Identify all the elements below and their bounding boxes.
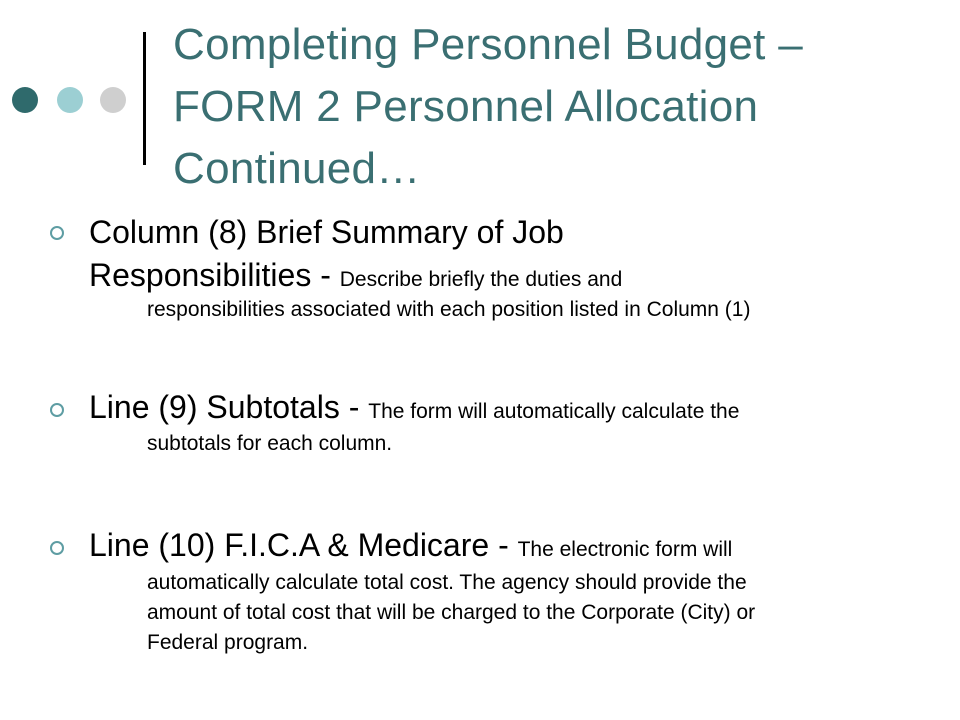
- bullet-detail: automatically calculate total cost. The agency should provide the: [147, 571, 747, 594]
- bullet-detail: subtotals for each column.: [147, 432, 393, 455]
- bullet-heading: Line (10) F.I.C.A & Medicare -: [89, 527, 518, 563]
- title-line-1: Completing Personnel Budget –: [173, 20, 803, 69]
- bullet-text: [89, 522, 939, 658]
- dot-dark: [12, 87, 38, 113]
- bullet-text: [89, 384, 939, 462]
- bullet-line-2: [89, 255, 939, 295]
- bullet-detail: Federal program.: [147, 631, 309, 654]
- dot-light: [100, 87, 126, 113]
- bullet-detail: responsibilities associated with each position listed in Column (1): [147, 298, 751, 321]
- title-divider: [143, 32, 146, 165]
- title-line-3: Continued…: [173, 144, 421, 193]
- dot-mid: [57, 87, 83, 113]
- ring-bullet-icon: [50, 541, 64, 555]
- bullet-heading-line-1: Column (8) Brief Summary of Job: [89, 214, 564, 250]
- bullet-detail: The form will automatically calculate the: [368, 400, 740, 423]
- title-dots-decoration: [12, 87, 127, 115]
- title-line-2: FORM 2 Personnel Allocation: [173, 82, 759, 131]
- bullet-line-1: [89, 522, 939, 568]
- bullet-detail: amount of total cost that will be charged to the Corporate (City) or: [147, 601, 756, 624]
- bullet-heading: Line (9) Subtotals -: [89, 389, 369, 425]
- bullet-detail: Describe briefly the duties and: [339, 268, 623, 291]
- bullet-heading-line-2: Responsibilities -: [89, 257, 340, 293]
- ring-bullet-icon: [50, 403, 64, 417]
- slide-title: [173, 14, 933, 200]
- ring-bullet-icon: [50, 226, 64, 240]
- bullet-line-1: [89, 384, 939, 430]
- bullet-text: [89, 209, 939, 329]
- bullet-detail: The electronic form will: [517, 538, 733, 561]
